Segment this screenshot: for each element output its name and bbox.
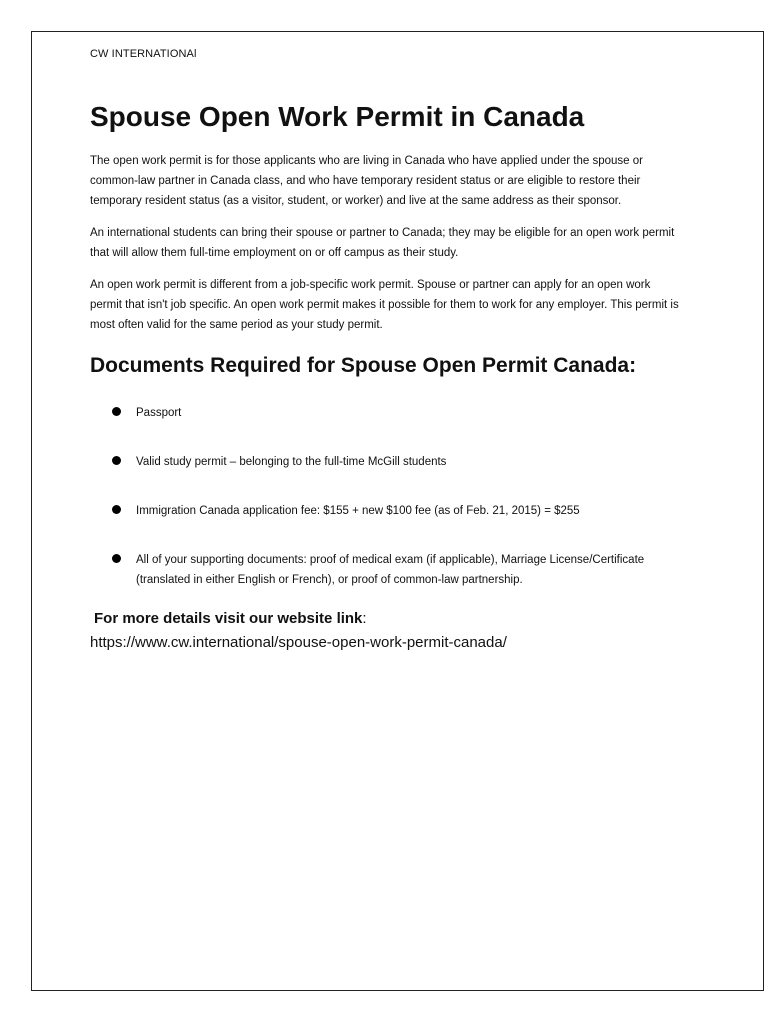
bullet-icon <box>112 554 121 563</box>
list-item <box>90 403 680 423</box>
list-item-text: All of your supporting documents: proof of medical exam (if applicable), Marriage License/Certificate (translated in either English or French), or proof of common-law partnership. <box>136 554 645 586</box>
list-item-text: Passport <box>136 407 182 419</box>
page-title: Spouse Open Work Permit in Canada <box>90 101 585 132</box>
bullet-icon <box>112 456 121 465</box>
document-body <box>90 46 680 654</box>
company-name: CW INTERNATIONAl <box>90 48 197 60</box>
more-details-text: For more details visit our website link <box>94 610 363 627</box>
list-item-text: Immigration Canada application fee: $155 + new $100 fee (as of Feb. 21, 2015) = $255 <box>136 505 580 517</box>
list-item <box>90 550 680 590</box>
website-link[interactable]: https://www.cw.international/spouse-open-work-permit-canada/ <box>90 634 507 651</box>
list-item-text: Valid study permit – belonging to the full-time McGill students <box>136 456 447 468</box>
list-item <box>90 501 680 521</box>
documents-list <box>90 403 680 590</box>
more-details-label <box>94 608 680 630</box>
list-item <box>90 452 680 472</box>
bullet-icon <box>112 505 121 514</box>
paragraph-difference: An open work permit is different from a job-specific work permit. Spouse or partner can apply for an open work permit that isn't job specific. An open work permit makes it possible for them to work for any employer. This permit is most often valid for the same period as your study permit. <box>90 279 679 331</box>
more-details-colon: : <box>362 610 367 627</box>
paragraph-students: An international students can bring their spouse or partner to Canada; they may be eligible for an open work permit that will allow them full-time employment on or off campus as their study. <box>90 227 675 259</box>
bullet-icon <box>112 407 121 416</box>
documents-heading: Documents Required for Spouse Open Permit Canada: <box>90 354 637 377</box>
paragraph-intro: The open work permit is for those applicants who are living in Canada who have applied under the spouse or common-law partner in Canada class, and who have temporary resident status or are eligible to restore their temporary resident status (as a visitor, student, or worker) and live at the same address as their sponsor. <box>90 155 643 207</box>
